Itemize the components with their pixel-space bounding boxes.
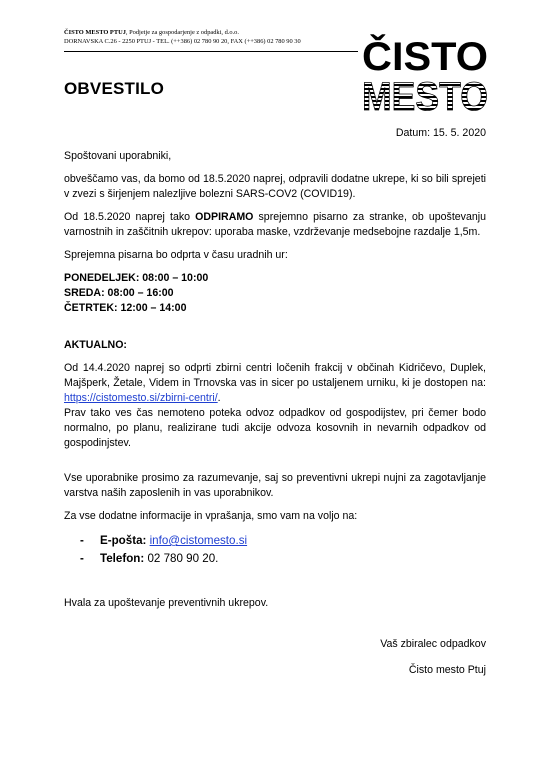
logo-graphic xyxy=(360,28,490,114)
email-label: E-pošta: xyxy=(100,534,147,547)
paragraph-understanding: Vse uporabnike prosimo za razumevanje, saj so preventivni ukrepi nujni za zagotavljanje varstva naših zaposlenih in vas uporabnikov. xyxy=(64,472,486,499)
contact-phone xyxy=(80,550,486,568)
greeting: Spoštovani uporabniki, xyxy=(64,150,172,162)
aktualno-heading: AKTUALNO: xyxy=(64,339,127,351)
letterhead-company-line xyxy=(64,28,364,37)
paragraph-office-open xyxy=(64,210,486,240)
signature-line-2: Čisto mesto Ptuj xyxy=(408,664,486,676)
signature-line-1: Vaš zbiralec odpadkov xyxy=(380,638,486,650)
phone-number: 02 780 90 20. xyxy=(147,552,219,565)
office-open-text-end: sprejemno pisarno za stranke, ob upoštevanju varnostnih in zaščitnih ukrepov: uporaba maske, vzdrževanje medsebojne razdalje 1,5m. xyxy=(64,211,486,238)
paragraph-collection-centers xyxy=(64,361,486,406)
phone-label: Telefon: xyxy=(100,552,145,565)
paragraph-measures: obveščamo vas, da bomo od 18.5.2020 naprej, odpravili dodatne ukrepe, ki so bili sprejeti v zvezi s širjenjem nalezljive bolezni SARS-COV2 (COVID19). xyxy=(64,173,486,200)
email-link[interactable]: info@cistomesto.si xyxy=(149,534,248,547)
logo-word-cisto: ČISTO xyxy=(362,35,484,79)
office-hours-wednesday: SREDA: 08:00 – 16:00 xyxy=(64,287,174,299)
office-open-emphasis: ODPIRAMO xyxy=(195,211,254,223)
office-hours-monday: PONEDELJEK: 08:00 – 10:00 xyxy=(64,272,209,284)
office-hours-intro: Sprejemna pisarna bo odprta v času uradnih ur: xyxy=(64,249,288,261)
document-title: OBVESTILO xyxy=(64,79,165,98)
document-body xyxy=(64,126,486,686)
letterhead xyxy=(64,28,364,46)
cisto-mesto-logo xyxy=(360,28,490,114)
company-description: , Podjetje za gospodarjenje z odpadki, d.o.o. xyxy=(125,29,239,36)
contact-email xyxy=(80,532,486,550)
collection-centers-link-period: . xyxy=(217,392,221,404)
collection-centers-text: Od 14.4.2020 naprej so odprti zbirni centri ločenih frakcij v občinah Kidričevo, Duplek, Majšperk, Žetale, Videm in Trnovska vas in sicer po ustaljenem urniku, ki je dostopen na: xyxy=(64,362,486,389)
document-date: Datum: 15. 5. 2020 xyxy=(395,127,486,139)
letterhead-address: DORNAVSKA C.26 - 2250 PTUJ - TEL. (++386) 02 780 90 20, FAX (++386) 02 780 90 30 xyxy=(64,38,301,45)
logo-word-mesto: MESTO xyxy=(362,75,488,114)
collection-centers-link[interactable]: https://cistomesto.si/zbirni-centri/ xyxy=(64,392,218,404)
letterhead-rule xyxy=(64,51,358,52)
contact-intro: Za vse dodatne informacije in vprašanja, smo vam na voljo na: xyxy=(64,510,358,522)
office-open-text-start: Od 18.5.2020 naprej tako xyxy=(64,211,196,223)
company-name: ČISTO MESTO PTUJ xyxy=(64,29,126,36)
office-hours-thursday: ČETRTEK: 12:00 – 14:00 xyxy=(64,302,187,314)
closing-line: Hvala za upoštevanje preventivnih ukrepov. xyxy=(64,597,269,609)
contact-list xyxy=(64,532,486,568)
paragraph-waste-collection: Prav tako ves čas nemoteno poteka odvoz odpadkov od gospodijstev, pri čemer bodo normalno, po planu, realizirane tudi akcije odvoza kosovnih in nevarnih odpadkov od gospodinjstev. xyxy=(64,407,486,449)
office-hours-list xyxy=(64,271,486,316)
